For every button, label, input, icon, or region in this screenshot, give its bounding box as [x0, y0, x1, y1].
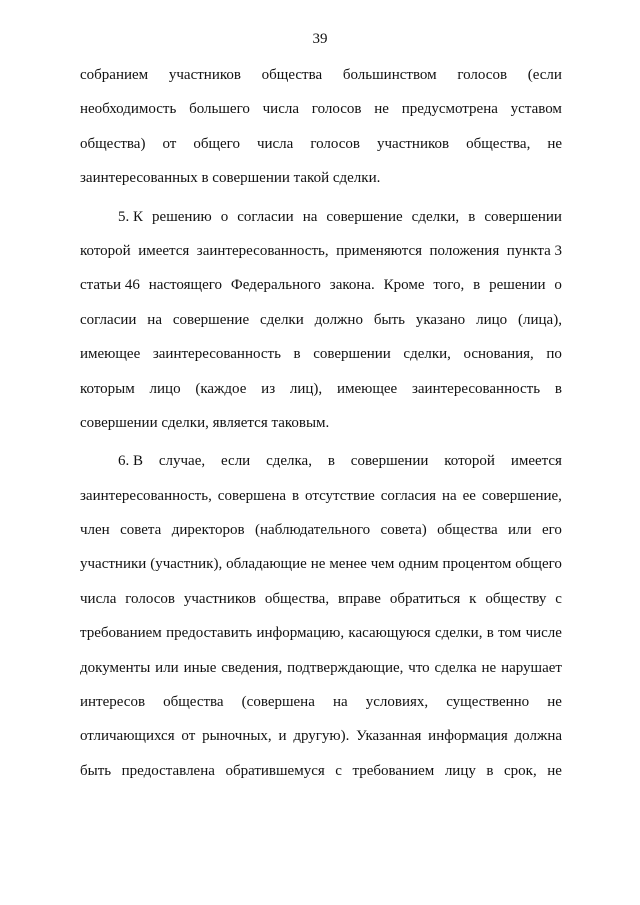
word: (каждое — [195, 380, 247, 397]
word: общества — [261, 67, 323, 83]
word: применяются — [336, 242, 423, 259]
word: в — [554, 380, 562, 397]
word: которой — [80, 242, 131, 259]
word: уставом — [510, 101, 562, 118]
word: с — [335, 762, 342, 779]
text-line — [80, 98, 562, 132]
word: обладающие — [226, 556, 307, 573]
word: голосов — [125, 590, 175, 607]
word: общества, — [466, 135, 531, 152]
word: имеется — [510, 453, 562, 470]
word: условиях, — [365, 694, 429, 711]
word: имеющее — [80, 346, 141, 363]
word: член — [80, 522, 110, 539]
word: которой — [444, 453, 495, 470]
word: сделки, — [434, 625, 483, 642]
word: совершении — [484, 208, 562, 225]
word: указано — [415, 311, 466, 328]
word: имеется — [138, 242, 190, 259]
word: голосов — [311, 101, 362, 118]
word: требованием — [352, 762, 435, 779]
word: совершение — [326, 208, 403, 225]
word: о — [554, 277, 562, 294]
word: решении — [489, 277, 546, 294]
word: к — [469, 590, 477, 607]
word: не — [481, 659, 497, 676]
word: числа — [80, 590, 117, 607]
word: не — [310, 556, 326, 573]
word: в — [293, 346, 301, 363]
text-line — [80, 657, 562, 691]
word: информация — [428, 728, 508, 745]
text-line — [80, 725, 562, 759]
word: (совершена — [241, 694, 315, 711]
word: предоставлена — [121, 762, 215, 779]
word: числа — [262, 101, 300, 118]
word: том — [498, 625, 522, 642]
word: в — [473, 277, 481, 294]
text-line: совершении сделки, является таковым. — [80, 414, 330, 431]
word: сделки — [260, 311, 304, 328]
word: на — [332, 694, 348, 711]
word: общего — [193, 135, 240, 152]
word: чем — [370, 556, 395, 573]
word: срок, — [504, 762, 537, 779]
word: согласия — [380, 487, 437, 504]
word: ее — [462, 487, 476, 504]
word: участники — [80, 556, 147, 573]
word: общества — [437, 522, 498, 539]
word: не — [374, 101, 389, 118]
text-line — [80, 485, 562, 519]
text-line — [80, 588, 562, 622]
word: быть — [80, 762, 112, 779]
word: касающуюся — [348, 625, 431, 642]
word: заинтересованность — [152, 346, 281, 363]
word: сделка — [434, 659, 477, 676]
word: голосов — [457, 67, 508, 83]
word: заинтересованность, — [80, 487, 212, 504]
word: заинтересованность, — [196, 242, 329, 259]
page-number: 39 — [312, 31, 328, 47]
word: числа — [256, 135, 294, 152]
word: лицо — [476, 311, 508, 328]
word: в — [486, 625, 494, 642]
word: требованием — [80, 625, 162, 642]
word: на — [441, 487, 457, 504]
word: в — [327, 453, 335, 470]
word: (если — [527, 67, 562, 83]
word: лицо — [149, 380, 181, 397]
text-line — [80, 553, 562, 587]
word: общества) — [80, 135, 146, 152]
text-line — [80, 691, 562, 725]
word: совета) — [380, 522, 427, 539]
word: большего — [189, 101, 250, 118]
text-line — [80, 206, 562, 240]
word: и — [278, 728, 287, 745]
word: сделки, — [403, 346, 451, 363]
word: участников — [168, 67, 241, 83]
word: Кроме — [383, 277, 425, 294]
word: совершение, — [481, 487, 562, 504]
text-line — [80, 240, 562, 274]
paragraph — [80, 206, 562, 447]
text-line — [80, 309, 562, 343]
word: сделка, — [266, 453, 312, 470]
word: в — [486, 762, 494, 779]
word: или — [155, 659, 179, 676]
word: общества — [163, 694, 224, 711]
word: процентом — [442, 556, 512, 573]
word: (лица), — [518, 311, 562, 328]
text-line — [80, 274, 562, 308]
word: интересов — [80, 694, 146, 711]
word: менее — [329, 556, 367, 573]
word: участников — [377, 135, 450, 152]
word: сделки, — [411, 208, 460, 225]
word: основания, — [463, 346, 534, 363]
word: случае, — [158, 453, 206, 470]
word: согласии — [237, 208, 294, 225]
word: общего — [515, 556, 562, 573]
word: с — [555, 590, 562, 607]
word: 5. К — [118, 208, 144, 225]
word: директоров — [171, 522, 245, 539]
text-line — [80, 64, 562, 98]
word: отличающихся — [80, 728, 175, 745]
word: решению — [152, 208, 212, 225]
word: одним — [398, 556, 439, 573]
word: совершении — [313, 346, 391, 363]
word: что — [408, 659, 430, 676]
text-line — [80, 760, 562, 794]
word: общества, — [264, 590, 330, 607]
word: от — [162, 135, 177, 152]
word: (участник), — [150, 556, 223, 573]
word: должно — [314, 311, 363, 328]
word: большинством — [342, 67, 437, 83]
word: (наблюдательного — [255, 522, 371, 539]
word: не — [547, 694, 562, 711]
word: документы — [80, 659, 151, 676]
word: обратиться — [389, 590, 461, 607]
text-line: заинтересованных в совершении такой сделки. — [80, 170, 381, 187]
word: вправе — [337, 590, 381, 607]
paragraph — [80, 450, 562, 794]
word: подтверждающие, — [287, 659, 404, 676]
word: собранием — [80, 67, 149, 83]
text-line — [80, 378, 562, 412]
word: от — [181, 728, 196, 745]
word: должна — [514, 728, 562, 745]
word: совершении — [350, 453, 429, 470]
word: закона. — [329, 277, 375, 294]
word: пункта 3 — [506, 242, 562, 259]
word: быть — [373, 311, 405, 328]
text-line — [80, 450, 562, 484]
word: его — [541, 522, 562, 539]
word: иные — [183, 659, 217, 676]
word: на — [147, 311, 162, 328]
word: 6. В — [118, 453, 144, 470]
word: совета — [120, 522, 162, 539]
word: участников — [183, 590, 256, 607]
word: другую). — [293, 728, 350, 745]
paragraph — [80, 64, 562, 202]
word: на — [302, 208, 318, 225]
word: числе — [525, 625, 562, 642]
word: если — [221, 453, 251, 470]
word: лиц), — [289, 380, 323, 397]
word: предусмотрена — [401, 101, 498, 118]
word: положения — [429, 242, 500, 259]
word: сведения, — [221, 659, 283, 676]
word: не — [547, 762, 562, 779]
word: в — [291, 487, 300, 504]
word: о — [220, 208, 229, 225]
word: по — [546, 346, 562, 363]
word: в — [468, 208, 476, 225]
text-line — [80, 343, 562, 377]
word: предоставить — [166, 625, 253, 642]
word: лицу — [444, 762, 476, 779]
word: необходимость — [80, 101, 177, 118]
word: нарушает — [501, 659, 562, 676]
word: статьи 46 — [80, 277, 140, 294]
word: отсутствие — [305, 487, 375, 504]
word: согласии — [80, 311, 137, 328]
word: обществу — [485, 590, 547, 607]
word: из — [261, 380, 276, 397]
text-line — [80, 622, 562, 656]
word: которым — [80, 380, 135, 397]
text-line — [80, 133, 562, 167]
word: рыночных, — [202, 728, 272, 745]
word: существенно — [446, 694, 530, 711]
word: Федерального — [230, 277, 321, 294]
word: информацию, — [256, 625, 345, 642]
word: имеющее — [336, 380, 398, 397]
document-body — [80, 64, 562, 794]
word: обратившемуся — [225, 762, 325, 779]
text-line — [80, 519, 562, 553]
word: совершение — [172, 311, 250, 328]
word: того, — [433, 277, 465, 294]
word: или — [508, 522, 532, 539]
word: не — [547, 135, 562, 152]
word: Указанная — [356, 728, 422, 745]
word: голосов — [310, 135, 361, 152]
word: совершена — [217, 487, 286, 504]
word: заинтересованность — [411, 380, 541, 397]
word: настоящего — [148, 277, 223, 294]
